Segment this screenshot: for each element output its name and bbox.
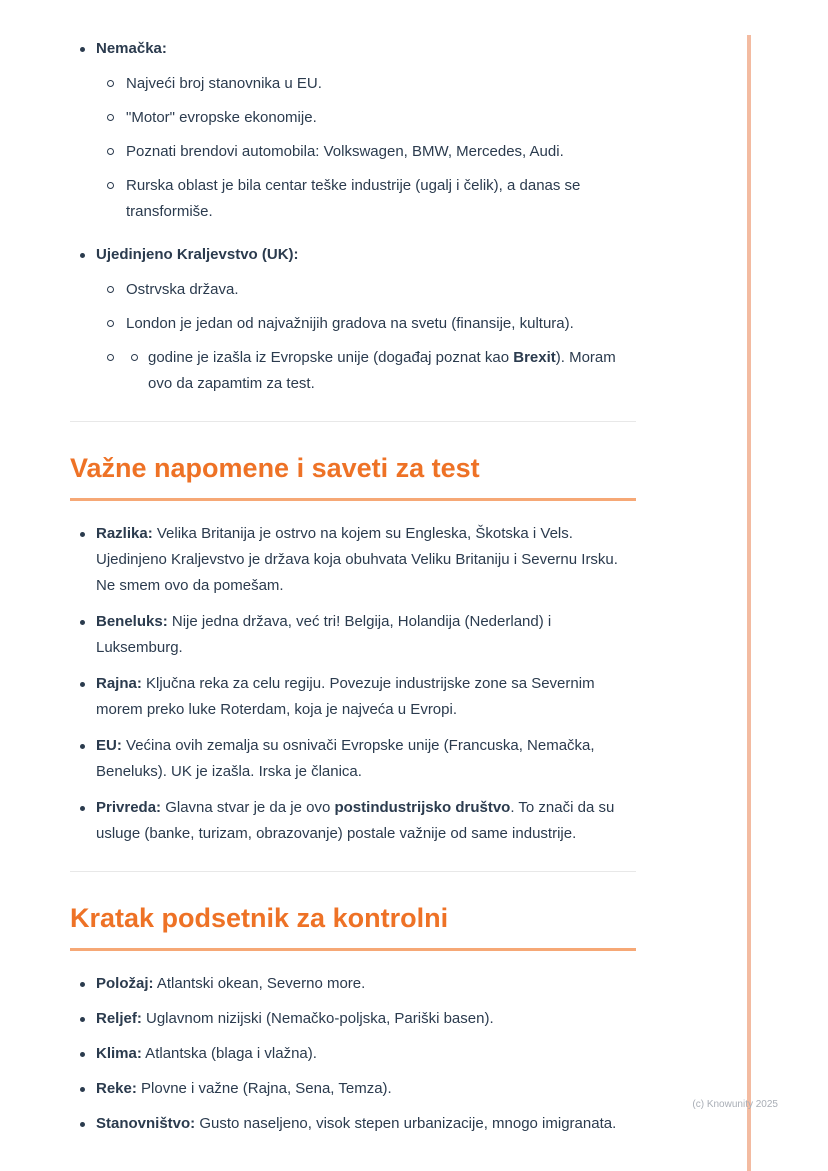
sub-list-item bbox=[107, 71, 636, 97]
reminder-text: Uglavnom nizijski (Nemačko-poljska, Pariški basen). bbox=[141, 1010, 494, 1027]
note-text: Većina ovih zemalja su osnivači Evropske unije (Francuska, Nemačka, Beneluks). UK je izašla. Irska je članica. bbox=[96, 737, 595, 780]
reminder-item bbox=[70, 1041, 636, 1067]
sub-item-text: London je jedan od najvažnijih gradova na svetu (finansije, kultura). bbox=[126, 315, 574, 332]
note-item bbox=[70, 733, 636, 785]
bullet-dot-icon bbox=[80, 982, 85, 987]
note-label: Beneluks: bbox=[96, 613, 168, 630]
bold-term: Brexit bbox=[513, 349, 556, 366]
list-item-germany bbox=[70, 36, 636, 225]
reminder-item-body bbox=[96, 1111, 636, 1137]
bullet-circle-icon bbox=[107, 286, 114, 293]
note-item-body bbox=[96, 733, 636, 785]
note-content bbox=[70, 0, 636, 1146]
bullet-dot-icon bbox=[80, 1087, 85, 1092]
section-divider bbox=[70, 421, 636, 422]
bullet-dot-icon bbox=[80, 1122, 85, 1127]
section-divider bbox=[70, 871, 636, 872]
country-label: Ujedinjeno Kraljevstvo (UK): bbox=[96, 246, 299, 263]
bold-term: postindustrijsko društvo bbox=[334, 799, 511, 816]
reminder-label: Reljef: bbox=[96, 1010, 142, 1027]
reminder-item-body bbox=[96, 1041, 636, 1067]
bullet-dot-icon bbox=[80, 620, 85, 625]
reminder-item bbox=[70, 1076, 636, 1102]
reminder-text: Atlantska (blaga i vlažna). bbox=[141, 1045, 317, 1062]
reminder-item bbox=[70, 971, 636, 997]
note-item-body bbox=[96, 795, 636, 847]
bullet-circle-icon bbox=[107, 354, 114, 361]
country-list bbox=[70, 36, 636, 397]
note-item bbox=[70, 795, 636, 847]
reminder-label: Klima: bbox=[96, 1045, 142, 1062]
reminder-label: Stanovništvo: bbox=[96, 1115, 196, 1132]
note-text: Glavna stvar je da je ovo bbox=[161, 799, 335, 816]
reminder-item-body bbox=[96, 971, 636, 997]
sub-list-item-nested bbox=[107, 345, 636, 397]
bullet-circle-icon bbox=[131, 354, 138, 361]
copyright-text: (c) Knowunity 2025 bbox=[692, 1099, 778, 1110]
text-segment: godine je izašla iz Evropske unije (događaj poznat kao bbox=[148, 349, 514, 366]
reminder-item bbox=[70, 1111, 636, 1137]
notes-list bbox=[70, 521, 636, 847]
bullet-dot-icon bbox=[80, 253, 85, 258]
reminder-item bbox=[70, 1006, 636, 1032]
note-text: Nije jedna država, već tri! Belgija, Holandija (Nederland) i Luksemburg. bbox=[96, 613, 552, 656]
reminder-item-body bbox=[96, 1006, 636, 1032]
sub-item-text: Ostrvska država. bbox=[126, 281, 239, 298]
uk-sublist bbox=[96, 277, 636, 397]
bullet-circle-icon bbox=[107, 148, 114, 155]
reminder-text: Plovne i važne (Rajna, Sena, Temza). bbox=[136, 1080, 392, 1097]
bullet-dot-icon bbox=[80, 1052, 85, 1057]
sub-item-text: Rurska oblast je bila centar teške industrije (ugalj i čelik), a danas se transformiše. bbox=[126, 177, 581, 220]
note-label: Privreda: bbox=[96, 799, 162, 816]
note-item-body bbox=[96, 609, 636, 661]
reminder-text: Atlantski okean, Severno more. bbox=[153, 975, 366, 992]
reminder-text: Gusto naseljeno, visok stepen urbanizacije, mnogo imigranata. bbox=[195, 1115, 617, 1132]
list-item-body bbox=[96, 242, 636, 397]
bullet-dot-icon bbox=[80, 47, 85, 52]
text-segment: ). Moram ovo da zapamtim za test. bbox=[148, 349, 616, 392]
bullet-circle-icon bbox=[107, 114, 114, 121]
note-label: Razlika: bbox=[96, 525, 153, 542]
note-item bbox=[70, 671, 636, 723]
bullet-circle-icon bbox=[107, 320, 114, 327]
sub-list-item bbox=[107, 173, 636, 225]
note-label: Rajna: bbox=[96, 675, 142, 692]
bullet-circle-icon bbox=[107, 80, 114, 87]
sub-list-item bbox=[107, 311, 636, 337]
nested-item-text bbox=[148, 345, 636, 397]
note-text: . To znači da su usluge (banke, turizam, obrazovanje) postale važnije od same industrije. bbox=[96, 799, 615, 842]
reminder-label: Položaj: bbox=[96, 975, 154, 992]
list-item-body bbox=[96, 36, 636, 225]
section-heading-notes: Važne napomene i saveti za test bbox=[70, 451, 636, 501]
bullet-dot-icon bbox=[80, 1017, 85, 1022]
note-item bbox=[70, 521, 636, 599]
country-label: Nemačka: bbox=[96, 40, 167, 57]
bullet-dot-icon bbox=[80, 682, 85, 687]
reminder-label: Reke: bbox=[96, 1080, 137, 1097]
note-text: Ključna reka za celu regiju. Povezuje industrijske zone sa Severnim morem preko luke Roterdam, koja je najveća u Evropi. bbox=[96, 675, 595, 718]
bullet-dot-icon bbox=[80, 532, 85, 537]
germany-sublist bbox=[96, 71, 636, 225]
bullet-dot-icon bbox=[80, 806, 85, 811]
note-text: Velika Britanija je ostrvo na kojem su Engleska, Škotska i Vels. Ujedinjeno Kraljevstvo je država koja obuhvata Veliku Britaniju i Severnu Irsku. Ne smem ovo da pomešam. bbox=[96, 525, 618, 594]
sub-list-item bbox=[107, 105, 636, 131]
section-heading-reminder: Kratak podsetnik za kontrolni bbox=[70, 901, 636, 951]
note-item bbox=[70, 609, 636, 661]
sub-list-item bbox=[107, 139, 636, 165]
note-item-body bbox=[96, 521, 636, 599]
note-label: EU: bbox=[96, 737, 122, 754]
bullet-dot-icon bbox=[80, 744, 85, 749]
bullet-circle-icon bbox=[107, 182, 114, 189]
sub-item-text: Poznati brendovi automobila: Volkswagen, BMW, Mercedes, Audi. bbox=[126, 143, 564, 160]
page-edge-line bbox=[747, 35, 751, 1171]
list-item-uk bbox=[70, 242, 636, 397]
reminder-item-body bbox=[96, 1076, 636, 1102]
sub-item-text: Najveći broj stanovnika u EU. bbox=[126, 75, 322, 92]
reminder-list bbox=[70, 971, 636, 1137]
sub-item-text: "Motor" evropske ekonomije. bbox=[126, 109, 317, 126]
note-item-body bbox=[96, 671, 636, 723]
sub-list-item bbox=[107, 277, 636, 303]
nested-item bbox=[126, 345, 636, 397]
